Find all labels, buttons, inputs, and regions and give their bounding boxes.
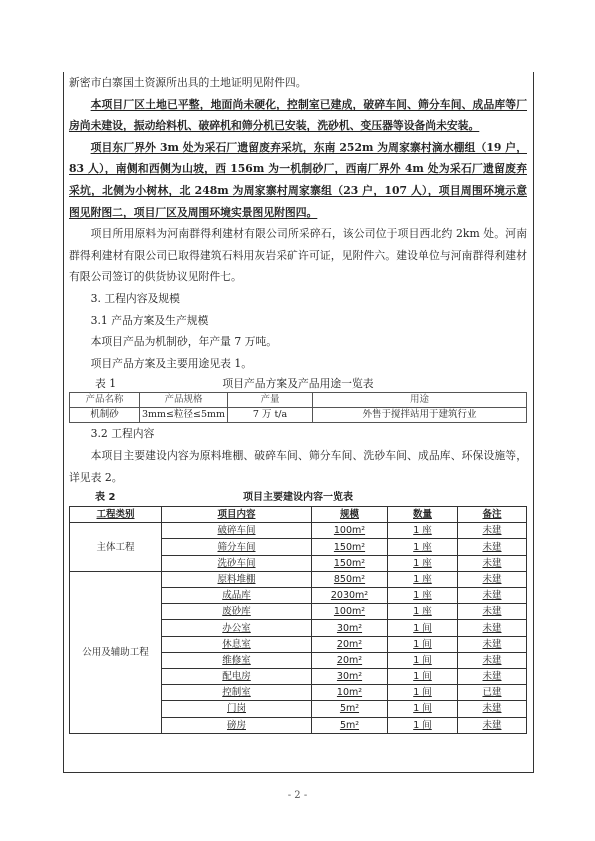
table-cell: 未建 [458, 636, 527, 652]
table-cell: 1 座 [388, 588, 458, 604]
table-cell: 控制室 [162, 685, 312, 701]
table-cell: 20m² [312, 636, 388, 652]
table-cell: 1 间 [388, 636, 458, 652]
table-header-cell: 项目内容 [162, 507, 312, 523]
table-cell: 未建 [458, 701, 527, 717]
table-cell: 未建 [458, 571, 527, 587]
document-body [69, 72, 527, 734]
table-header-cell: 规模 [312, 507, 388, 523]
table-cell: 未建 [458, 668, 527, 684]
construction-table [69, 506, 527, 734]
paragraph-table1-ref: 项目产品方案及主要用途见表 1。 [90, 356, 253, 370]
table-cell: 休息室 [162, 636, 312, 652]
table-cell: 100m² [312, 523, 388, 539]
table-cell: 3mm≤粒径≤5mm [140, 408, 228, 423]
table-cell: 未建 [458, 620, 527, 636]
table-cell: 未建 [458, 717, 527, 733]
category-cell: 主体工程 [70, 523, 162, 572]
table-header-cell: 产量 [228, 393, 313, 408]
paragraph-raw-material: 项目所用原料为河南群得利建材有限公司所采碎石，该公司位于项目西北约 2km 处。河南群得利建材有限公司已取得建筑石料用灰岩采矿许可证，见附件六。建设单位与河南群得利建材有限公司签订的供货协议见附件七。 [69, 227, 527, 284]
paragraph-construction: 本项目主要建设内容为原料堆棚、破碎车间、筛分车间、洗砂车间、成品库、环保设施等，详见表 2。 [69, 448, 527, 484]
table-cell: 1 间 [388, 620, 458, 636]
table-cell: 原料堆棚 [162, 571, 312, 587]
table-cell: 门岗 [162, 701, 312, 717]
table-cell: 已建 [458, 685, 527, 701]
table-cell: 未建 [458, 539, 527, 555]
table-cell: 30m² [312, 620, 388, 636]
table-cell: 磅房 [162, 717, 312, 733]
table-cell: 成品库 [162, 588, 312, 604]
table-header-cell: 工程类别 [70, 507, 162, 523]
table-cell: 100m² [312, 604, 388, 620]
table-header-cell: 数量 [388, 507, 458, 523]
table-cell: 1 座 [388, 571, 458, 587]
table-header-row [70, 393, 527, 408]
table-header-row [70, 507, 527, 523]
table-cell: 未建 [458, 523, 527, 539]
table-cell: 1 间 [388, 717, 458, 733]
table-cell: 洗砂车间 [162, 555, 312, 571]
table-cell: 1 间 [388, 668, 458, 684]
table-cell: 20m² [312, 652, 388, 668]
paragraph-surroundings: 项目东厂界外 3m 处为采石厂遗留废弃采坑，东南 252m 为周家寨村滴水棚组（19 户，83 人），南侧和西侧为山坡，西 156m 为一机制砂厂，西南厂界外 4m 处为采石厂遗留废弃采坑，北侧为小树林，北 248m 为周家寨村周家寨组（23 户，107 人），项目周围环境示意图见附图二，项目厂区及周围环境实景图见附图四。 [69, 140, 527, 219]
table1-number: 表 1 [95, 377, 117, 391]
table-cell: 30m² [312, 668, 388, 684]
product-table [69, 392, 527, 423]
paragraph-product: 本项目产品为机制砂，年产量 7 万吨。 [90, 335, 278, 349]
table-cell: 1 间 [388, 701, 458, 717]
table-cell: 1 座 [388, 523, 458, 539]
table-row [70, 523, 527, 539]
table2-number: 表 2 [95, 492, 116, 504]
table-cell: 1 座 [388, 555, 458, 571]
table-row [70, 571, 527, 587]
table-cell: 5m² [312, 701, 388, 717]
paragraph-site-status: 本项目厂区土地已平整，地面尚未硬化，控制室已建成，破碎车间、筛分车间、成品库等厂房尚未建设，振动给料机、破碎机和筛分机已安装，洗砂机、变压器等设备尚未安装。 [69, 97, 527, 133]
table-cell: 150m² [312, 555, 388, 571]
table-header-cell: 用途 [313, 393, 527, 408]
table-cell: 1 座 [388, 604, 458, 620]
table-cell: 2030m² [312, 588, 388, 604]
table-cell: 150m² [312, 539, 388, 555]
table-cell: 7 万 t/a [228, 408, 313, 423]
table-header-cell: 备注 [458, 507, 527, 523]
table-cell: 850m² [312, 571, 388, 587]
table-row [70, 408, 527, 423]
paragraph-land-certificate: 新密市白寨国土资源所出具的土地证明见附件四。 [69, 76, 307, 89]
table2-caption [69, 490, 527, 506]
table-cell: 机制砂 [70, 408, 140, 423]
table-cell: 未建 [458, 604, 527, 620]
page-number: - 2 - [287, 790, 308, 801]
table-cell: 1 座 [388, 539, 458, 555]
table-cell: 配电房 [162, 668, 312, 684]
table-cell: 废砂库 [162, 604, 312, 620]
table-cell: 1 间 [388, 685, 458, 701]
table-header-cell: 产品规格 [140, 393, 228, 408]
table2-title: 项目主要建设内容一览表 [243, 492, 353, 504]
table-cell: 10m² [312, 685, 388, 701]
table-cell: 未建 [458, 588, 527, 604]
section-heading-3-1: 3.1 产品方案及生产规模 [90, 313, 209, 327]
category-cell: 公用及辅助工程 [70, 571, 162, 733]
table-cell: 未建 [458, 555, 527, 571]
table-cell: 办公室 [162, 620, 312, 636]
table-cell: 未建 [458, 652, 527, 668]
section-heading-3-2: 3.2 工程内容 [90, 427, 155, 441]
table-cell: 维修室 [162, 652, 312, 668]
table1-caption [69, 376, 527, 392]
table-cell: 1 间 [388, 652, 458, 668]
table-cell: 5m² [312, 717, 388, 733]
table-cell: 外售于搅拌站用于建筑行业 [313, 408, 527, 423]
table-cell: 筛分车间 [162, 539, 312, 555]
section-heading-3: 3. 工程内容及规模 [90, 291, 180, 305]
table1-title: 项目产品方案及产品用途一览表 [222, 377, 374, 391]
table-header-cell: 产品名称 [70, 393, 140, 408]
table-cell: 破碎车间 [162, 523, 312, 539]
